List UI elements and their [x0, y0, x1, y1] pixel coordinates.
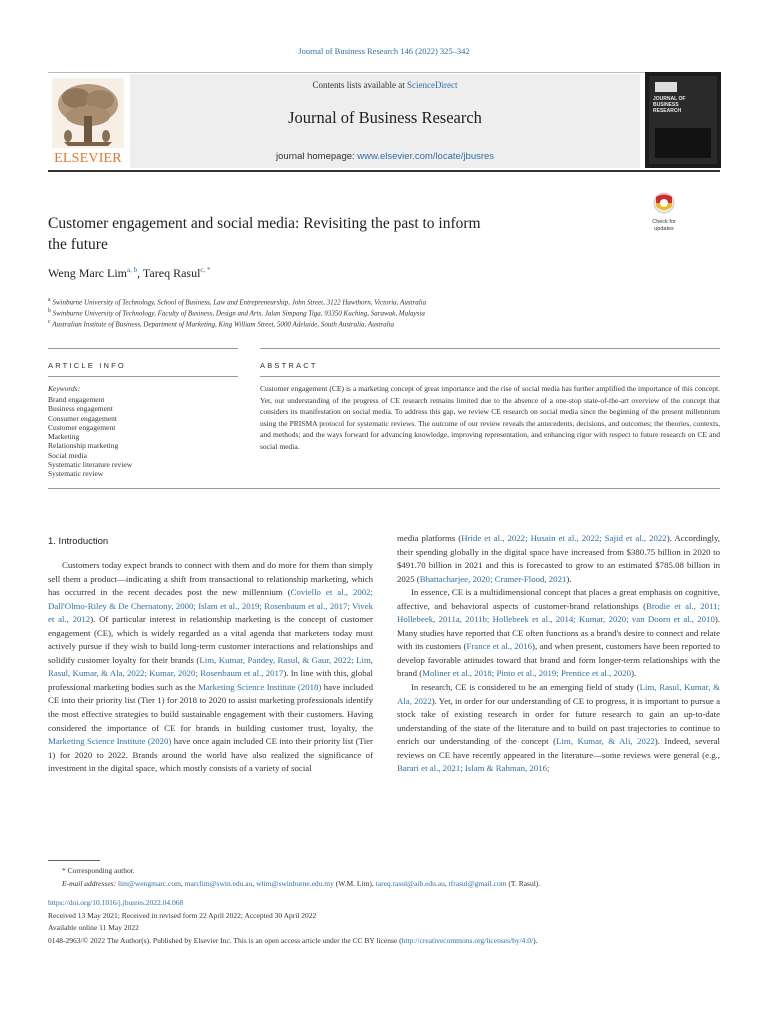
contents-prefix: Contents lists available at	[312, 80, 407, 90]
keyword-item: Systematic review	[48, 469, 104, 479]
citation-link[interactable]: http://creativecommons.org/licenses/by/4.0/	[401, 936, 534, 945]
affiliation-text: Swinburne University of Technology, Faculty of Business, Design and Arts, Jalan Simpang Tiga, 93350 Kuching, Sarawak, Malaysia	[52, 309, 425, 318]
doi-text[interactable]: https://doi.org/10.1016/j.jbusres.2022.04.068	[48, 898, 184, 907]
abstract-top-rule	[260, 348, 720, 349]
citation-link[interactable]: Marketing Science Institute (2020)	[48, 736, 172, 747]
author-name[interactable]: Weng Marc Lim	[48, 266, 128, 280]
text-run: In research, CE is considered to be an emerging field of study (	[411, 682, 640, 693]
citation-link[interactable]: Moliner et al., 2018; Pinto et al., 2019; Prentice et al., 2020	[422, 668, 632, 679]
keyword-item: Consumer engagement	[48, 413, 117, 423]
crossmark-label	[646, 219, 682, 232]
author-list	[48, 266, 211, 281]
introduction-heading: 1. Introduction	[48, 536, 109, 547]
text-run: media platforms (	[397, 533, 462, 543]
citation-link[interactable]: Barari et al., 2021; Islam & Rahman, 2016;	[397, 763, 550, 774]
citation-link[interactable]: marclim@swin.edu.au	[184, 879, 253, 888]
keyword-item: Systematic literature review	[48, 460, 133, 470]
body-column-right	[397, 532, 720, 776]
citation-link[interactable]: Hride et al., 2022; Husain et al., 2022; Sajid et al., 2022	[461, 533, 667, 543]
body-column-left	[48, 559, 373, 776]
citation-link[interactable]: Lim, Rasul, Kumar, & Ala, 2022	[397, 682, 720, 706]
affiliation-marker: a	[48, 297, 51, 303]
text-run: Customers today expect brands to connect with them and do more for them than simply sell them a product—indicating a shift from transactional to relationship marketing, which has occurred in the recent decades post the new millennium (	[48, 560, 373, 598]
homepage-prefix: journal homepage:	[275, 151, 358, 162]
article-title-line2: the future	[48, 236, 108, 253]
elsevier-wordmark: ELSEVIER	[54, 151, 122, 166]
text-run: ). Of particular interest in relationship marketing is the concept of customer engagement (CE), which is widely regarded as a vital agenda that marketers today must actively pursue if they wish to build long-term customer interactions and relationships and solidify customer loyalty for their brands (	[48, 614, 373, 665]
author-separator: ,	[137, 266, 143, 280]
text-run: In essence, CE is a multidimensional concept that places a great emphasis on cognitive, affective, and behavioral aspects of customer-brand relationships (	[397, 587, 720, 611]
journal-homepage	[130, 151, 640, 162]
article-info-top-rule	[48, 348, 238, 349]
crossmark-line2: updates	[654, 225, 674, 232]
abstract-rule	[260, 376, 720, 377]
citation-link[interactable]: lim@wengmarc.com	[117, 879, 181, 888]
header-bottom-rule	[48, 170, 720, 172]
keyword-item: Brand engagement	[48, 395, 105, 404]
abstract-heading: ABSTRACT	[260, 361, 318, 370]
sciencedirect-link[interactable]: ScienceDirect	[407, 80, 458, 90]
email-addresses	[62, 879, 540, 888]
license-line	[48, 936, 720, 945]
text-run: ).	[566, 573, 572, 584]
email-label: E-mail addresses:	[62, 879, 118, 888]
footnote-rule	[48, 860, 100, 861]
abstract-bottom-rule	[48, 488, 720, 489]
abstract-text: Customer engagement (CE) is a marketing concept of great importance and the rise of social media has further amplified the importance of this concept. Yet, our understanding of the progress of CE research remains limited due to the absence of a one-stop state-of-the-art overview of the concept that considers its manifestation on social media. To address this gap, we review CE research on social media since the beginning of the present millennium using the PRISMA protocol for systematic reviews. The outcome of our review reveals the antecedents, decisions, and outcomes; the theories, contexts, and methods; and the ways forward for advancing knowledge, improving representation, and enhancing rigor with respect to future research on CE and social media.	[260, 384, 720, 451]
homepage-link[interactable]: www.elsevier.com/locate/jbusres	[357, 151, 495, 162]
keyword-item: Relationship marketing	[48, 441, 119, 451]
keyword-item: Customer engagement	[48, 422, 116, 432]
cover-title: JOURNAL OF BUSINESS RESEARCH	[653, 96, 686, 114]
text-run: ).	[533, 936, 538, 945]
available-online: Available online 11 May 2022	[48, 923, 139, 932]
corresponding-author-note: * Corresponding author.	[62, 866, 135, 875]
text-run: ,	[444, 879, 449, 888]
affiliation-marker: b	[48, 308, 51, 314]
affiliation-text: Swinburne University of Technology, School of Business, Law and Entrepreneurship, John Street, 3122 Hawthorn, Victoria, Australia	[52, 298, 427, 307]
text-run: (T. Rasul).	[506, 879, 541, 888]
affiliation-marker: c	[48, 319, 51, 325]
text-run: ). Many studies have reported that CE often functions as a brand's desire to connect and relate with its customers (	[397, 614, 720, 652]
paragraph	[397, 681, 720, 776]
email-list	[118, 879, 540, 888]
doi-link[interactable]	[48, 898, 183, 907]
affiliation	[48, 318, 720, 329]
citation-link[interactable]: France et al., 2016	[466, 641, 533, 652]
paragraph	[397, 586, 720, 681]
contents-line	[130, 80, 640, 90]
text-run: 0148-2963/© 2022 The Author(s). Published by Elsevier Inc. This is an open access article under the CC BY license (	[48, 936, 402, 945]
keyword-item: Social media	[48, 450, 87, 460]
text-run: ,	[180, 879, 185, 888]
paragraph	[48, 559, 373, 776]
text-run: have included CE into their priority list (Tier 1) for 2018 to 2020 to assist marketing professionals identify the most effective strategies to build sustainable engagement with their customers. Having considered the importance of CE for brands in building customer trust, loyalty, the	[48, 681, 373, 733]
citation-link[interactable]: Bhattacharjee, 2020; Cramer-Flood, 2021	[419, 573, 567, 584]
affiliation	[48, 307, 720, 318]
journal-title: Journal of Business Research	[288, 108, 482, 127]
crossmark-icon	[646, 192, 682, 214]
text-run: ). Yet, in order for our understanding of CE to progress, it is important to pursue a stock take of existing research in order for future research to gain an up-to-date understanding of the state of the literature and to build on past trajectories to continue to enrich our understanding of the concept (	[397, 695, 720, 747]
received-dates: Received 13 May 2021; Received in revised form 22 April 2022; Accepted 30 April 2022	[48, 911, 317, 920]
crossmark-line1: Check for	[652, 219, 676, 225]
text-run: ), and when present, customers have been reported to develop favorable attitudes toward that brand and form longer-term relationships with the brand (	[397, 641, 720, 679]
check-for-updates-badge[interactable]	[646, 192, 682, 230]
text-run: ). In line with this, global professional marketing bodies such as the	[48, 668, 373, 692]
article-title-line1: Customer engagement and social media: Revisiting the past to inform	[48, 215, 481, 232]
header-top-rule	[48, 72, 720, 73]
affiliation-text: Australian Institute of Business, Department of Marketing, King William Street, 5000 Adelaide, South Australia, Australia	[52, 320, 394, 329]
citation-link[interactable]: tareq.rasul@aib.edu.au	[375, 879, 445, 888]
citation-link[interactable]: Coviello et al., 2002; Dall'Olmo-Riley & De Chernatony, 2000; Islam et al., 2019; Rosenbaum et al., 2017; Vivek et al., 2012	[48, 587, 373, 625]
author-name[interactable]: Tareq Rasul	[142, 266, 201, 280]
text-run: ).	[631, 668, 637, 679]
keywords-label: Keywords:	[48, 384, 81, 393]
text-run: ). Indeed, several reviews on CE have recently appeared in the literature—some reviews were general (e.g.,	[397, 736, 720, 760]
text-run: ,	[252, 879, 257, 888]
text-run: (W.M. Lim),	[333, 879, 376, 888]
journal-reference[interactable]: Journal of Business Research 146 (2022) 325–342	[298, 46, 470, 56]
citation-link[interactable]: Marketing Science Institute (2018)	[198, 681, 322, 692]
journal-cover-image	[645, 72, 721, 168]
article-info-rule	[48, 376, 238, 377]
keyword-item: Business engagement	[48, 404, 113, 414]
citation-link[interactable]: tfrasul@gmail.com	[448, 879, 507, 888]
text-run: ). Accordingly, their spending globally in the digital space have increased from $380.75 billion in 2020 to $491.70 billion in 2021 and this is forecasted to grow to an estimated $785.08 billion in 2025 (	[397, 533, 720, 584]
author-affiliation-marker[interactable]: c, *	[200, 266, 211, 274]
text-run: have once again included CE into their priority list (Tier 1) for 2020 to 2022. Brands around the world have also realized the significance of investment in the digital space, which mostly consists of a variety of social	[48, 736, 373, 774]
paragraph	[397, 532, 720, 586]
citation-link[interactable]: Lim, Kumar, Pandey, Rasul, & Gaur, 2022; Lim, Rasul, Kumar, & Ala, 2022; Kumar, 2020; Rosenbaum et al., 2017	[48, 654, 373, 679]
author-affiliation-marker[interactable]: a, b	[127, 266, 138, 274]
keyword-item: Marketing	[48, 432, 80, 442]
article-info-heading: ARTICLE INFO	[48, 361, 126, 370]
citation-link[interactable]: Lim, Kumar, & Ali, 2022	[556, 736, 655, 747]
article-title	[48, 213, 608, 255]
affiliation	[48, 296, 720, 307]
journal-cover-thumbnail[interactable]	[645, 72, 721, 168]
citation-link[interactable]: Brodie et al., 2011; Hollebeek, 2011a, 2011b; Hollebeek et al., 2014; Kumar, 2020; van Doorn et al., 2010	[397, 600, 720, 625]
citation-link[interactable]: wlim@swinburne.edu.my	[256, 879, 334, 888]
keywords-list	[48, 395, 238, 479]
